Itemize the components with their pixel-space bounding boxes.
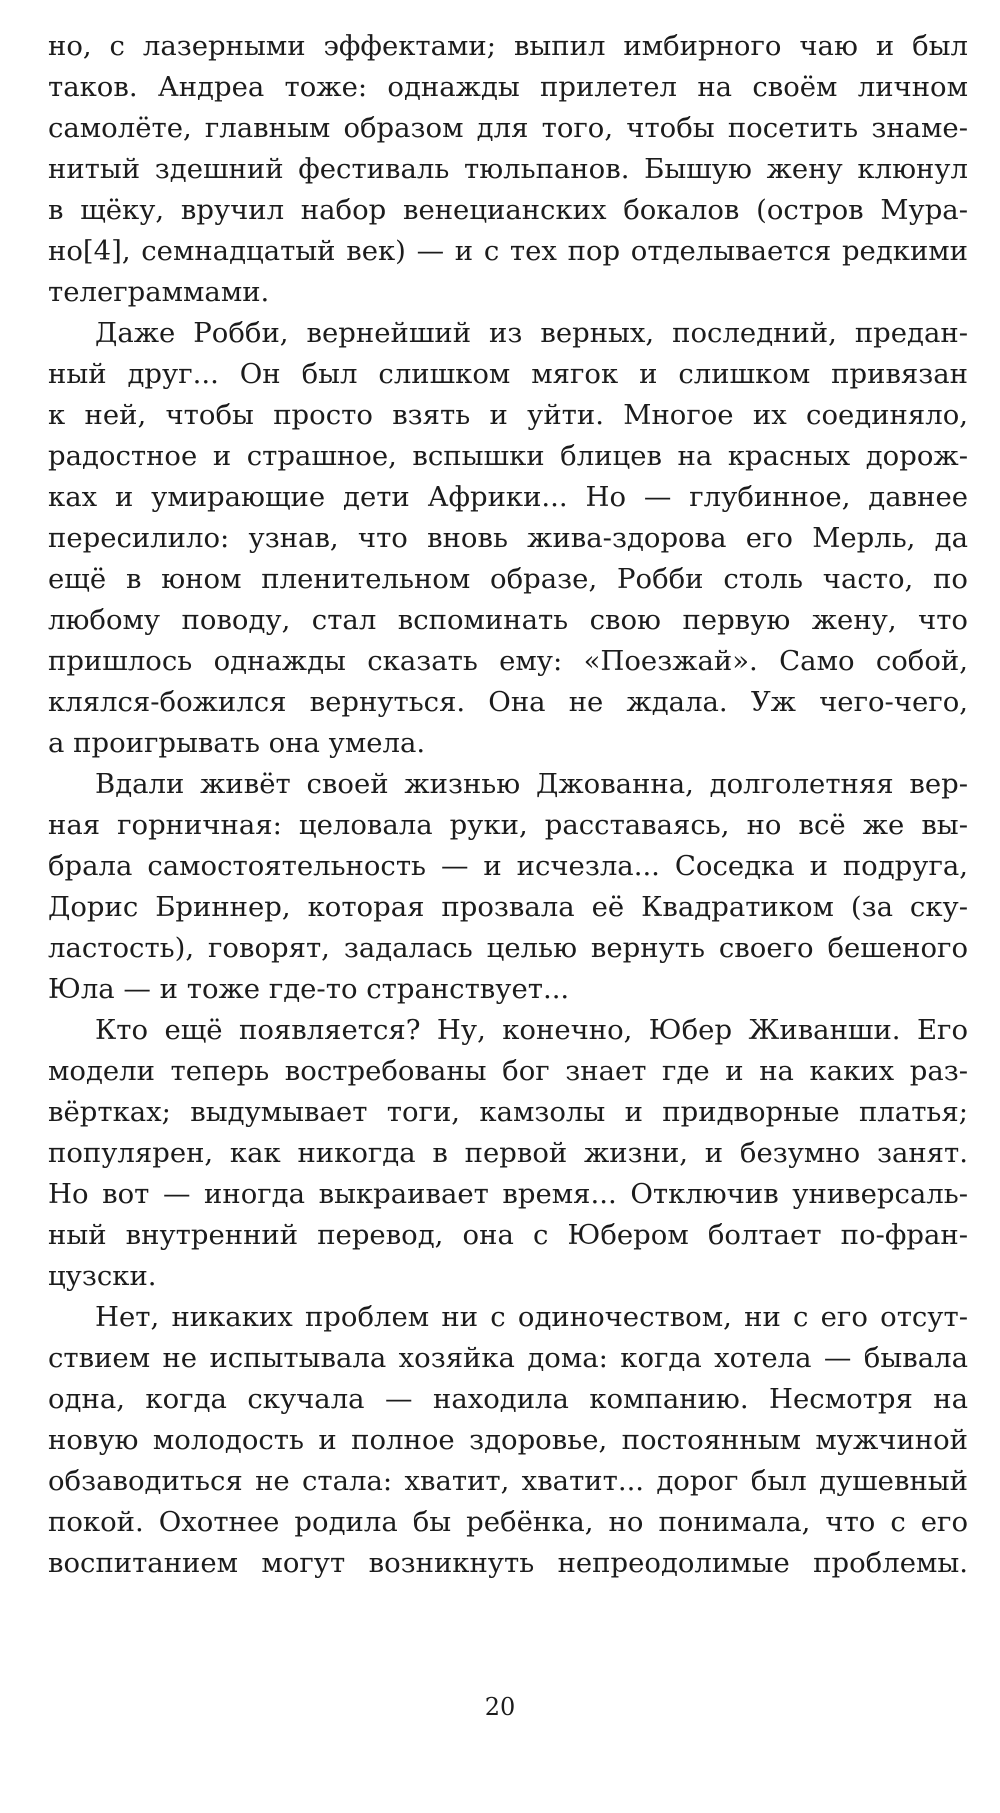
paragraph (48, 1010, 968, 1297)
text-line: покой. Охотнее родила бы ребёнка, но понимала, что с его (48, 1506, 968, 1538)
text-line: к ней, чтобы просто взять и уйти. Многое их соединяло, (48, 399, 968, 431)
text-line: вёртках; выдумывает тоги, камзолы и придворные платья; (48, 1096, 968, 1128)
text-line: клялся-божился вернуться. Она не ждала. Уж чего-чего, (48, 686, 968, 718)
text-line: ещё в юном пленительном образе, Робби столь часто, по (48, 563, 968, 595)
text-line: Дорис Бриннер, которая прозвала её Квадратиком (за ску- (48, 891, 968, 923)
text-line: Даже Робби, вернейший из верных, последний, предан- (95, 317, 968, 349)
text-line: цузски. (48, 1260, 157, 1292)
text-line: пришлось однажды сказать ему: «Поезжай». Само собой, (48, 645, 968, 677)
text-line: одна, когда скучала — находила компанию. Несмотря на (48, 1383, 968, 1415)
text-line: пересилило: узнав, что вновь жива-здорова его Мерль, да (48, 522, 968, 554)
text-line: но, с лазерными эффектами; выпил имбирного чаю и был (48, 30, 968, 62)
text-line: в щёку, вручил набор венецианских бокалов (остров Мура- (48, 194, 968, 226)
text-line: популярен, как никогда в первой жизни, и безумно занят. (48, 1137, 968, 1169)
body-text (48, 26, 968, 1584)
paragraph (48, 26, 968, 313)
text-line: ластость), говорят, задалась целью вернуть своего бешеного (48, 932, 968, 964)
paragraph (48, 313, 968, 764)
text-line: ках и умирающие дети Африки... Но — глубинное, давнее (48, 481, 968, 513)
text-line: брала самостоятельность — и исчезла... Соседка и подруга, (48, 850, 968, 882)
text-line: Вдали живёт своей жизнью Джованна, долголетняя вер- (95, 768, 968, 800)
text-line: радостное и страшное, вспышки блицев на красных дорож- (48, 440, 968, 472)
text-line: нитый здешний фестиваль тюльпанов. Бышую жену клюнул (48, 153, 968, 185)
paragraph (48, 764, 968, 1010)
text-line: таков. Андреа тоже: однажды прилетел на своём личном (48, 71, 968, 103)
text-line: ный друг... Он был слишком мягок и слишком привязан (48, 358, 968, 390)
text-line: но[4], семнадцатый век) — и с тех пор отделывается редкими (48, 235, 968, 267)
text-line: Но вот — иногда выкраивает время... Отключив универсаль- (48, 1178, 968, 1210)
text-line: ный внутренний перевод, она с Юбером болтает по-фран- (48, 1219, 968, 1251)
text-line: самолёте, главным образом для того, чтобы посетить знаме- (48, 112, 968, 144)
text-line: модели теперь востребованы бог знает где и на каких раз- (48, 1055, 968, 1087)
paragraph (48, 1297, 968, 1584)
text-line: телеграммами. (48, 276, 270, 308)
text-line: любому поводу, стал вспоминать свою первую жену, что (48, 604, 968, 636)
page-number: 20 (484, 1693, 516, 1721)
text-line: Кто ещё появляется? Ну, конечно, Юбер Живанши. Его (95, 1014, 968, 1046)
text-line: новую молодость и полное здоровье, постоянным мужчиной (48, 1424, 968, 1456)
text-line: ная горничная: целовала руки, расставаясь, но всё же вы- (48, 809, 968, 841)
text-line: а проигрывать она умела. (48, 727, 426, 759)
text-line: обзаводиться не стала: хватит, хватит... дорог был душевный (48, 1465, 968, 1497)
text-line: ствием не испытывала хозяйка дома: когда хотела — бывала (48, 1342, 968, 1374)
text-line: Нет, никаких проблем ни с одиночеством, ни с его отсут- (95, 1301, 968, 1333)
text-line: Юла — и тоже где-то странствует... (48, 973, 570, 1005)
text-line: воспитанием могут возникнуть непреодолимые проблемы. (48, 1547, 968, 1579)
